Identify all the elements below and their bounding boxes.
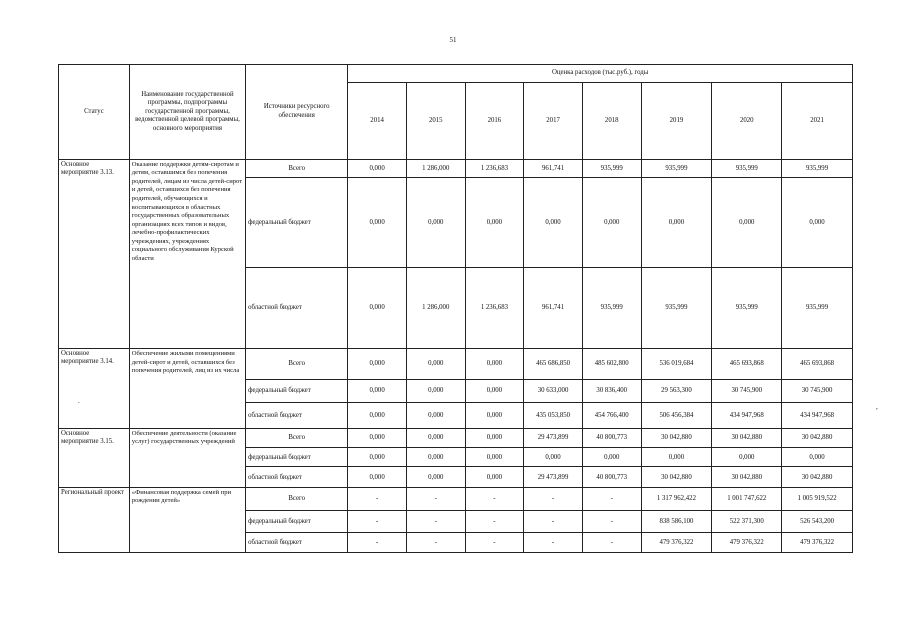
value-cell: 29 473,899 bbox=[524, 428, 583, 447]
scan-mark: . bbox=[78, 397, 80, 405]
value-cell: 465 686,850 bbox=[524, 349, 583, 380]
value-cell: 1 286,000 bbox=[406, 159, 465, 177]
source-cell: областной бюджет bbox=[246, 532, 348, 552]
header-expenses: Оценка расходов (тыс.руб.), годы bbox=[348, 65, 853, 83]
header-year: 2020 bbox=[712, 83, 782, 159]
value-cell: 30 042,880 bbox=[641, 467, 712, 487]
value-cell: - bbox=[465, 532, 524, 552]
value-cell: 935,999 bbox=[782, 159, 853, 177]
value-cell: 1 005 919,522 bbox=[782, 487, 853, 510]
program-name-cell: «Финансовая поддержка семей при рождении детей» bbox=[129, 487, 245, 552]
value-cell: 935,999 bbox=[712, 159, 782, 177]
value-cell: - bbox=[582, 532, 641, 552]
value-cell: - bbox=[582, 487, 641, 510]
value-cell: 935,999 bbox=[782, 267, 853, 349]
value-cell: 30 745,900 bbox=[712, 379, 782, 402]
value-cell: 0,000 bbox=[348, 467, 407, 487]
value-cell: 0,000 bbox=[641, 178, 712, 268]
source-cell: федеральный бюджет bbox=[246, 379, 348, 402]
value-cell: 0,000 bbox=[465, 379, 524, 402]
value-cell: 479 376,322 bbox=[782, 532, 853, 552]
value-cell: - bbox=[406, 487, 465, 510]
value-cell: 0,000 bbox=[348, 403, 407, 428]
value-cell: 29 563,300 bbox=[641, 379, 712, 402]
value-cell: 0,000 bbox=[406, 349, 465, 380]
value-cell: 0,000 bbox=[348, 267, 407, 349]
value-cell: 30 745,900 bbox=[782, 379, 853, 402]
value-cell: 935,999 bbox=[582, 159, 641, 177]
header-year: 2021 bbox=[782, 83, 853, 159]
status-cell: Основное мероприятие 3.13. bbox=[59, 159, 130, 348]
value-cell: 0,000 bbox=[348, 428, 407, 447]
value-cell: 506 456,384 bbox=[641, 403, 712, 428]
value-cell: 485 602,800 bbox=[582, 349, 641, 380]
source-cell: федеральный бюджет bbox=[246, 448, 348, 467]
source-cell: Всего bbox=[246, 159, 348, 177]
source-cell: областной бюджет bbox=[246, 403, 348, 428]
value-cell: 0,000 bbox=[465, 178, 524, 268]
value-cell: 434 947,968 bbox=[712, 403, 782, 428]
value-cell: - bbox=[582, 511, 641, 532]
value-cell: 935,999 bbox=[712, 267, 782, 349]
value-cell: 0,000 bbox=[465, 349, 524, 380]
program-name-cell: Оказание поддержки детям-сиротам и детям, оставшимся без попечения родителей, лицам из числа детей-сирот и детей, оставшихся без попечения родителей, обучающихся и воспитывающихся в областных государственных образовательных организациях всех типов и видов, лечебно-профилактических учреждениях, учреждениях социального обслуживания Курской области bbox=[129, 159, 245, 348]
value-cell: - bbox=[524, 511, 583, 532]
header-year: 2018 bbox=[582, 83, 641, 159]
value-cell: 0,000 bbox=[406, 428, 465, 447]
value-cell: 0,000 bbox=[348, 159, 407, 177]
value-cell: 29 473,899 bbox=[524, 467, 583, 487]
status-cell: Региональный проект bbox=[59, 487, 130, 552]
value-cell: 40 800,773 bbox=[582, 467, 641, 487]
table-row bbox=[59, 159, 853, 177]
value-cell: - bbox=[348, 487, 407, 510]
value-cell: 0,000 bbox=[348, 379, 407, 402]
header-year: 2019 bbox=[641, 83, 712, 159]
header-name: Наименование государственной программы, подпрограммы государственной программы, ведомственной целевой программы, основного мероприятия bbox=[129, 65, 245, 160]
value-cell: 522 371,300 bbox=[712, 511, 782, 532]
scan-mark: , bbox=[876, 403, 878, 411]
header-year: 2015 bbox=[406, 83, 465, 159]
header-sources: Источники ресурсного обеспечения bbox=[246, 65, 348, 160]
page-number: 51 bbox=[449, 36, 457, 44]
source-cell: федеральный бюджет bbox=[246, 511, 348, 532]
value-cell: 961,741 bbox=[524, 267, 583, 349]
value-cell: 0,000 bbox=[406, 467, 465, 487]
table-row bbox=[59, 487, 853, 510]
value-cell: 0,000 bbox=[348, 448, 407, 467]
expenses-table bbox=[58, 64, 853, 553]
value-cell: 0,000 bbox=[782, 448, 853, 467]
value-cell: 454 766,400 bbox=[582, 403, 641, 428]
table-row bbox=[59, 349, 853, 380]
value-cell: 0,000 bbox=[582, 448, 641, 467]
value-cell: 0,000 bbox=[348, 349, 407, 380]
value-cell: 838 586,100 bbox=[641, 511, 712, 532]
value-cell: 30 042,880 bbox=[712, 428, 782, 447]
value-cell: 0,000 bbox=[465, 428, 524, 447]
value-cell: 0,000 bbox=[524, 448, 583, 467]
source-cell: Всего bbox=[246, 349, 348, 380]
value-cell: 0,000 bbox=[782, 178, 853, 268]
value-cell: 30 633,000 bbox=[524, 379, 583, 402]
value-cell: 479 376,322 bbox=[712, 532, 782, 552]
source-cell: федеральный бюджет bbox=[246, 178, 348, 268]
value-cell: 30 836,400 bbox=[582, 379, 641, 402]
value-cell: 536 019,684 bbox=[641, 349, 712, 380]
source-cell: областной бюджет bbox=[246, 267, 348, 349]
value-cell: 30 042,880 bbox=[782, 428, 853, 447]
value-cell: 961,741 bbox=[524, 159, 583, 177]
value-cell: 465 693,868 bbox=[782, 349, 853, 380]
value-cell: 30 042,880 bbox=[782, 467, 853, 487]
status-cell: Основное мероприятие 3.14. bbox=[59, 349, 130, 428]
value-cell: 0,000 bbox=[582, 178, 641, 268]
value-cell: - bbox=[406, 511, 465, 532]
value-cell: 0,000 bbox=[641, 448, 712, 467]
value-cell: 1 001 747,622 bbox=[712, 487, 782, 510]
value-cell: 30 042,880 bbox=[641, 428, 712, 447]
value-cell: 935,999 bbox=[582, 267, 641, 349]
value-cell: 434 947,968 bbox=[782, 403, 853, 428]
value-cell: 435 053,850 bbox=[524, 403, 583, 428]
program-name-cell: Обеспечение деятельности (оказание услуг) государственных учреждений bbox=[129, 428, 245, 487]
value-cell: 465 693,868 bbox=[712, 349, 782, 380]
table-row bbox=[59, 428, 853, 447]
value-cell: 1 286,000 bbox=[406, 267, 465, 349]
value-cell: 0,000 bbox=[712, 178, 782, 268]
value-cell: 0,000 bbox=[465, 467, 524, 487]
value-cell: 0,000 bbox=[406, 448, 465, 467]
value-cell: 40 800,773 bbox=[582, 428, 641, 447]
value-cell: 526 543,200 bbox=[782, 511, 853, 532]
value-cell: 0,000 bbox=[524, 178, 583, 268]
header-year: 2014 bbox=[348, 83, 407, 159]
value-cell: 0,000 bbox=[348, 178, 407, 268]
status-cell: Основное мероприятие 3.15. bbox=[59, 428, 130, 487]
value-cell: 935,999 bbox=[641, 159, 712, 177]
value-cell: 0,000 bbox=[406, 403, 465, 428]
value-cell: - bbox=[406, 532, 465, 552]
value-cell: 0,000 bbox=[465, 448, 524, 467]
value-cell: 935,999 bbox=[641, 267, 712, 349]
value-cell: 1 317 962,422 bbox=[641, 487, 712, 510]
header-year: 2017 bbox=[524, 83, 583, 159]
source-cell: Всего bbox=[246, 487, 348, 510]
value-cell: - bbox=[348, 511, 407, 532]
value-cell: 0,000 bbox=[406, 178, 465, 268]
value-cell: 0,000 bbox=[712, 448, 782, 467]
source-cell: областной бюджет bbox=[246, 467, 348, 487]
header-year: 2016 bbox=[465, 83, 524, 159]
value-cell: 30 042,880 bbox=[712, 467, 782, 487]
source-cell: Всего bbox=[246, 428, 348, 447]
value-cell: - bbox=[348, 532, 407, 552]
value-cell: 479 376,322 bbox=[641, 532, 712, 552]
value-cell: - bbox=[465, 487, 524, 510]
value-cell: 0,000 bbox=[465, 403, 524, 428]
program-name-cell: Обеспечение жилыми помещениями детей-сирот и детей, оставшихся без попечения родителей, лиц из их числа bbox=[129, 349, 245, 428]
value-cell: 1 236,683 bbox=[465, 267, 524, 349]
value-cell: 0,000 bbox=[406, 379, 465, 402]
value-cell: - bbox=[524, 532, 583, 552]
header-status: Статус bbox=[59, 65, 130, 160]
value-cell: 1 236,683 bbox=[465, 159, 524, 177]
value-cell: - bbox=[465, 511, 524, 532]
value-cell: - bbox=[524, 487, 583, 510]
